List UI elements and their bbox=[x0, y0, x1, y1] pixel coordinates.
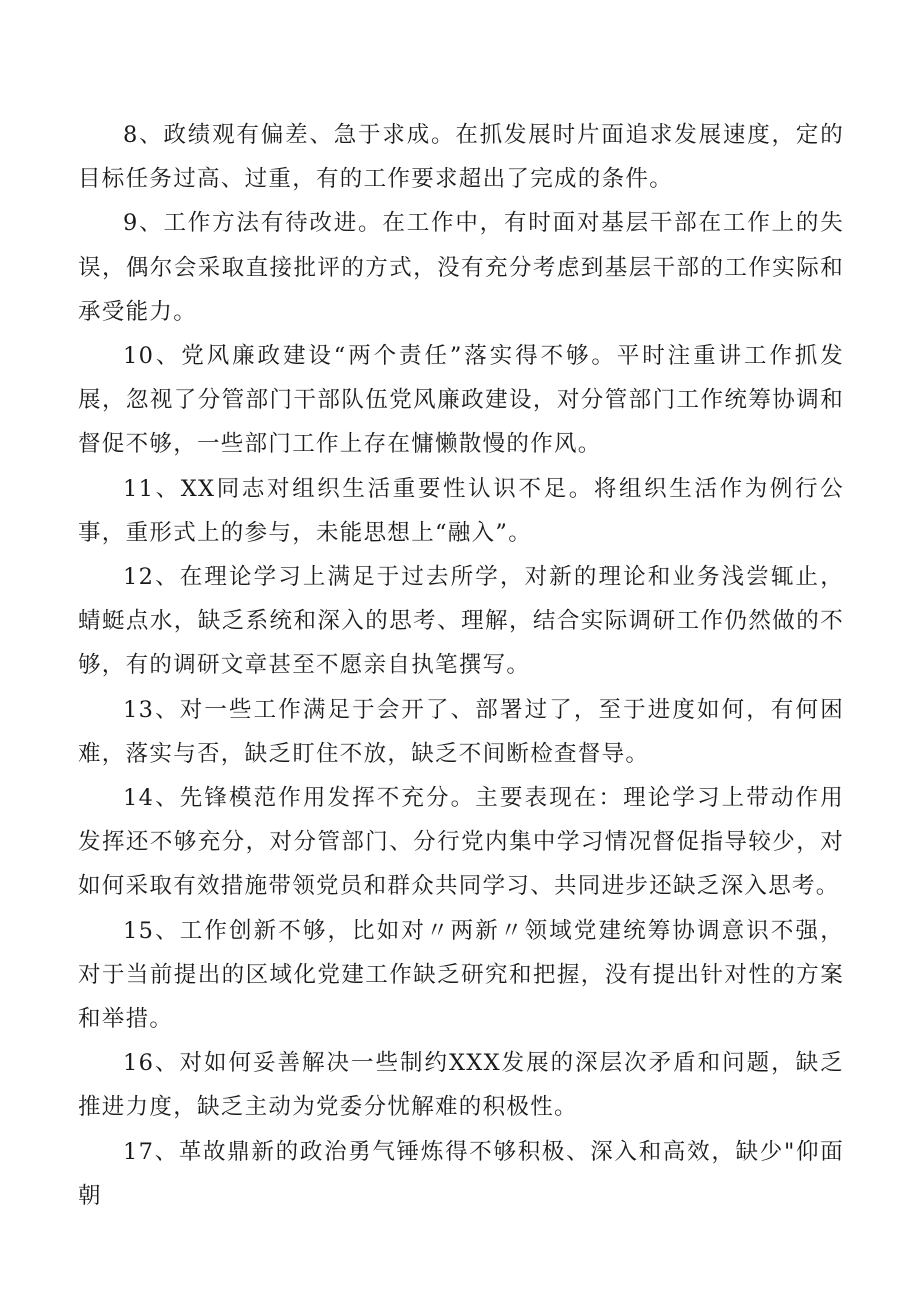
paragraph-14: 14、先锋模范作用发挥不充分。主要表现在：理论学习上带动作用发挥还不够充分，对分管部门、分行党内集中学习情况督促指导较少，对如何采取有效措施带领党员和群众共同学习、共同进步还缺乏深入思考。 bbox=[78, 785, 844, 900]
paragraph-17: 17、革故鼎新的政治勇气锤炼得不够积极、深入和高效，缺少"仰面朝 bbox=[78, 1138, 844, 1209]
paragraph-13: 13、对一些工作满足于会开了、部署过了，至于进度如何，有何困难，落实与否，缺乏盯住不放，缺乏不间断检查督导。 bbox=[78, 696, 844, 767]
document-body bbox=[78, 113, 844, 1218]
paragraph-15: 15、工作创新不够，比如对〃两新〃领域党建统筹协调意识不强，对于当前提出的区域化党建工作缺乏研究和把握，没有提出针对性的方案和举措。 bbox=[78, 917, 844, 1033]
paragraph-11: 11、XX同志对组织生活重要性认识不足。将组织生活作为例行公事，重形式上的参与，未能思想上“融入”。 bbox=[78, 475, 844, 546]
paragraph-8: 8、政绩观有偏差、急于求成。在抓发展时片面追求发展速度，定的目标任务过高、过重，有的工作要求超出了完成的条件。 bbox=[78, 122, 844, 193]
paragraph-16: 16、对如何妥善解决一些制约XXX发展的深层次矛盾和问题，缺乏推进力度，缺乏主动为党委分忧解难的积极性。 bbox=[78, 1050, 844, 1121]
paragraph-12: 12、在理论学习上满足于过去所学，对新的理论和业务浅尝辄止，蜻蜓点水，缺乏系统和深入的思考、理解，结合实际调研工作仍然做的不够，有的调研文章甚至不愿亲自执笔撰写。 bbox=[78, 564, 844, 679]
paragraph-9: 9、工作方法有待改进。在工作中，有时面对基层干部在工作上的失误，偶尔会采取直接批评的方式，没有充分考虑到基层干部的工作实际和承受能力。 bbox=[78, 210, 844, 325]
paragraph-10: 10、党风廉政建设“两个责任”落实得不够。平时注重讲工作抓发展，忽视了分管部门干部队伍党风廉政建设，对分管部门工作统筹协调和督促不够，一些部门工作上存在慵懒散慢的作风。 bbox=[78, 343, 844, 458]
